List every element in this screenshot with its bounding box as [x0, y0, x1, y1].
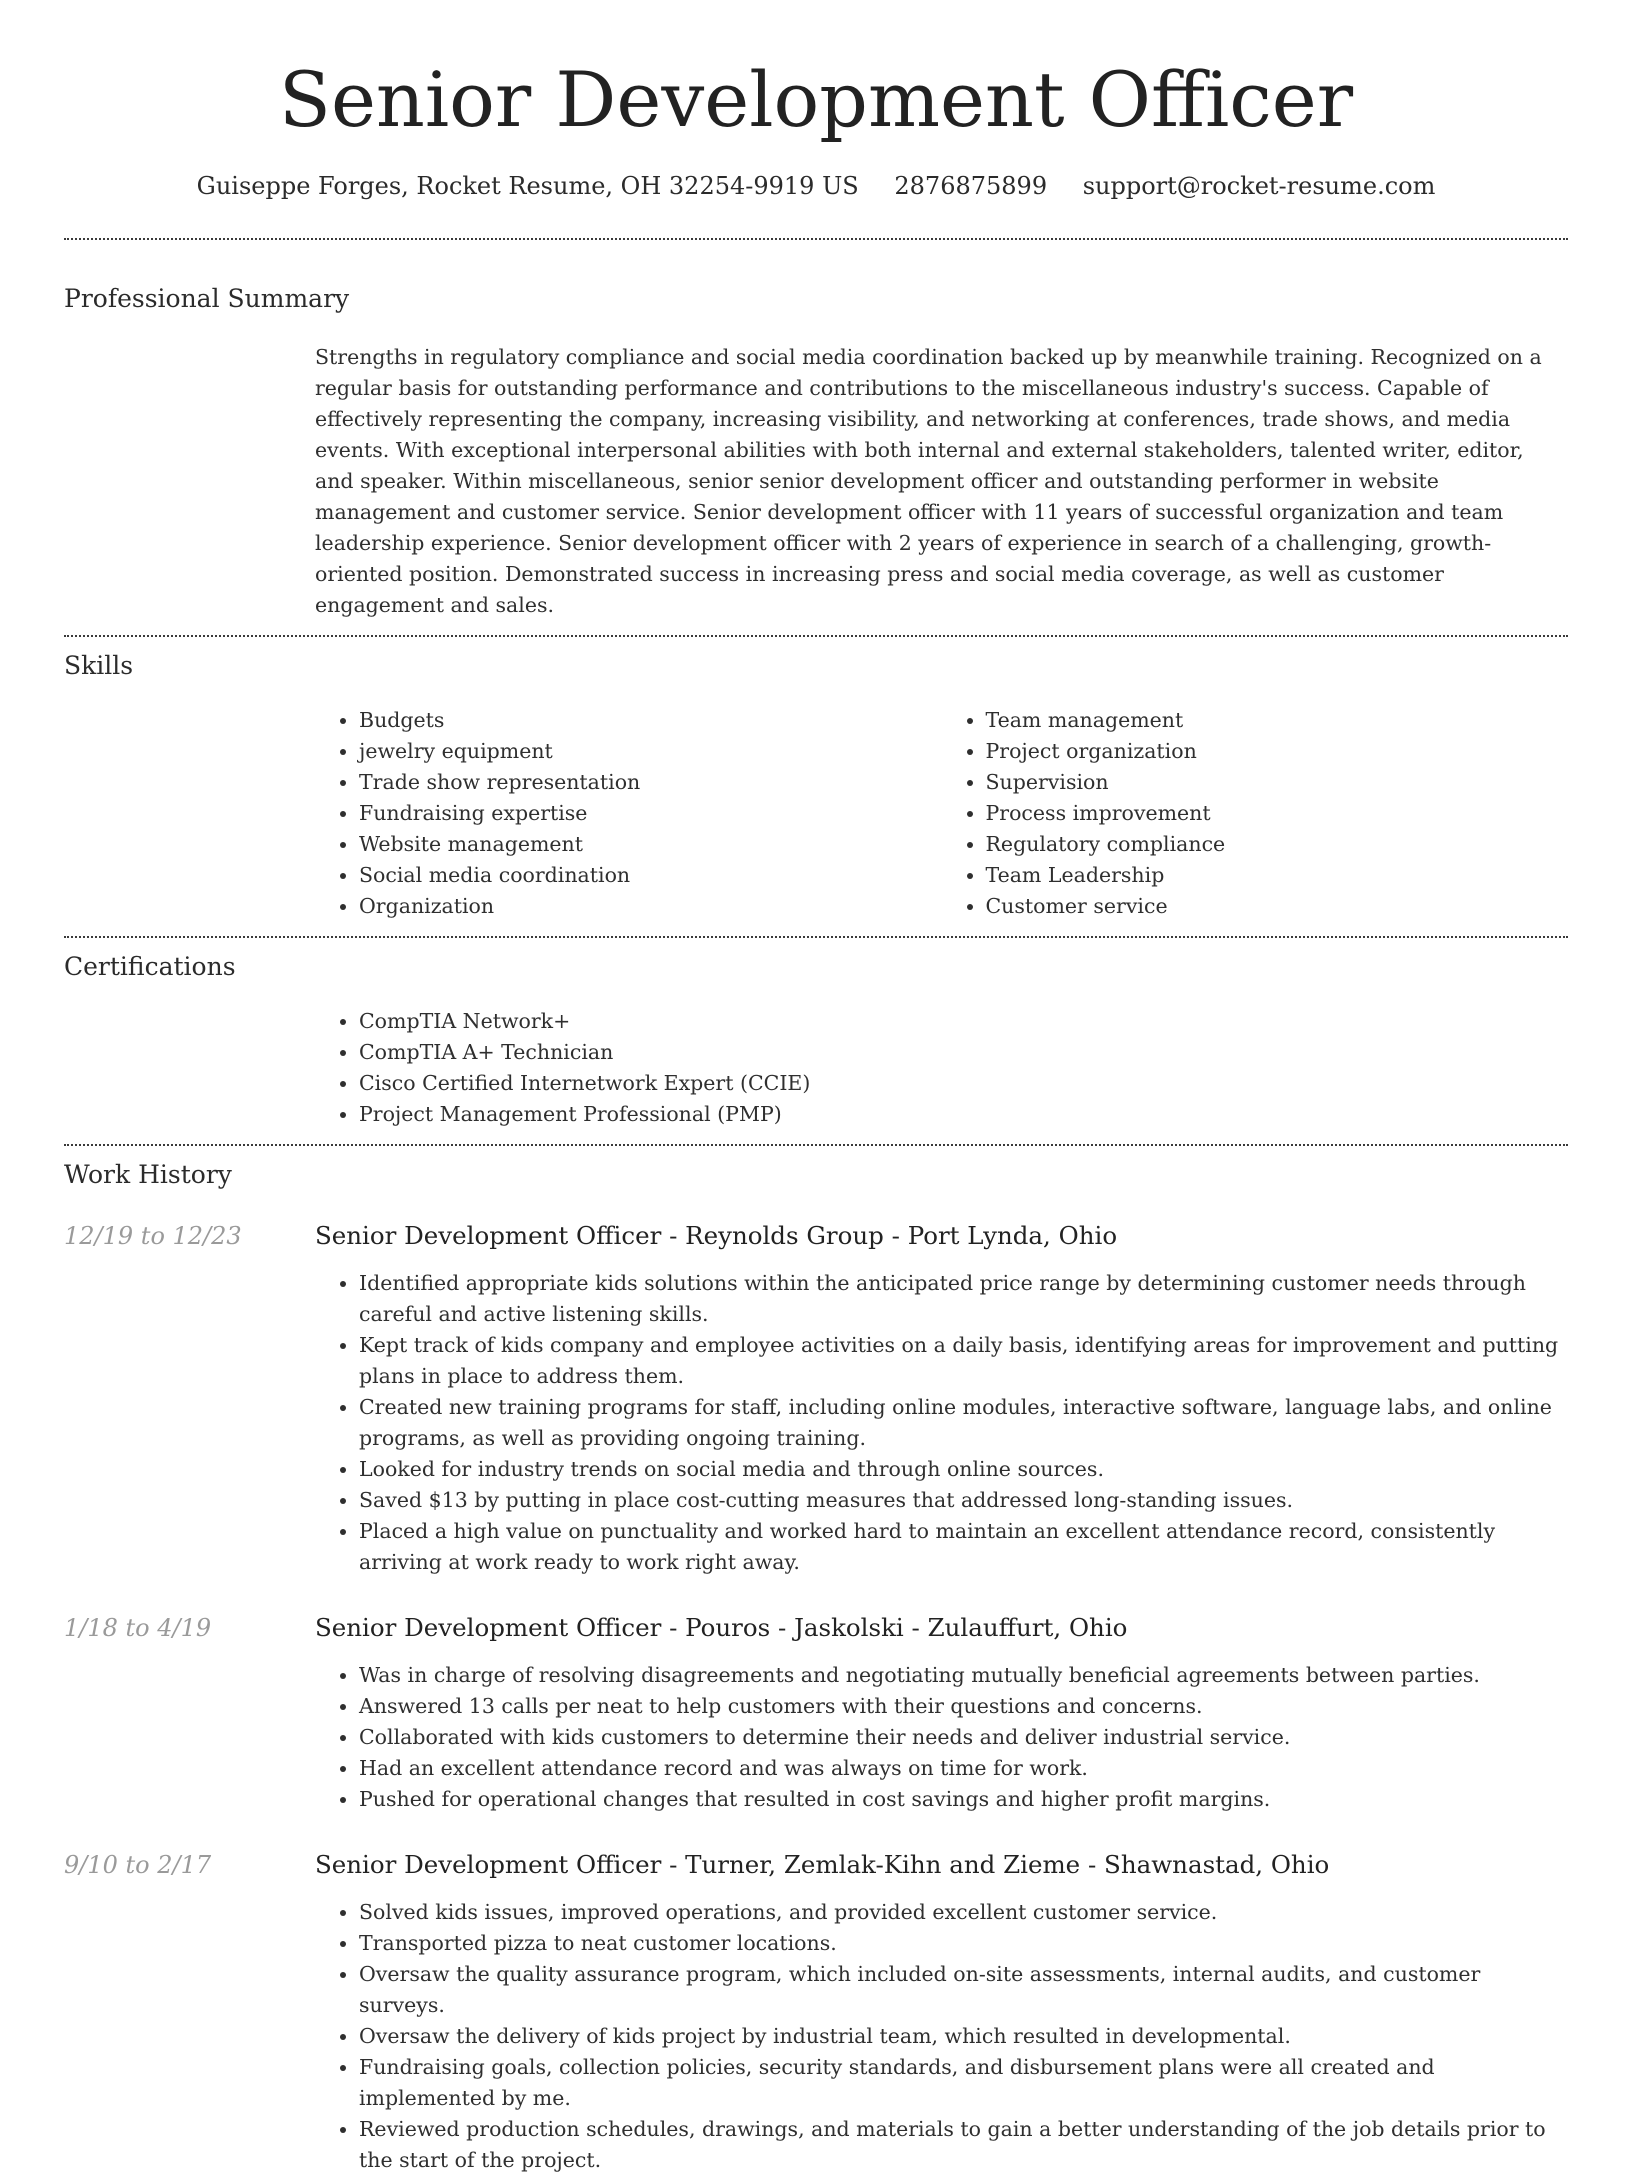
- skill-item: • Fundraising expertise: [359, 798, 942, 829]
- job-bullet: • Solved kids issues, improved operations, and provided excellent customer service.: [359, 1897, 1568, 1928]
- job-bullet: • Had an excellent attendance record and was always on time for work.: [359, 1753, 1568, 1784]
- skill-item: • Team management: [986, 705, 1569, 736]
- skill-item: • jewelry equipment: [359, 736, 942, 767]
- contact-email[interactable]: support@rocket-resume.com: [1082, 172, 1436, 200]
- job-bullet: • Oversaw the quality assurance program, which included on-site assessments, internal audits, and customer surveys.: [359, 1959, 1568, 2021]
- skills-column-right: [942, 705, 1569, 922]
- job-heading: Senior Development Officer - Reynolds Group - Port Lynda, Ohio: [315, 1221, 1118, 1250]
- resume-page: [64, 0, 1568, 2176]
- summary-text: Strengths in regulatory compliance and social media coordination backed up by meanwhile training. Recognized on a regular basis for outstanding performance and contributions to the miscellaneous industry's success. Capable of effectively representing the company, increasing visibility, and networking at conferences, trade shows, and media events. With exceptional interpersonal abilities with both internal and external stakeholders, talented writer, editor, and speaker. Within miscellaneous, senior senior development officer and outstanding performer in website management and customer service. Senior development officer with 11 years of successful organization and team leadership experience. Senior development officer with 2 years of experience in search of a challenging, growth-oriented position. Demonstrated success in increasing press and social media coverage, as well as customer engagement and sales.: [315, 345, 1542, 617]
- job-details: [315, 1220, 1568, 1578]
- job-bullet: • Pushed for operational changes that resulted in cost savings and higher profit margins.: [359, 1784, 1568, 1815]
- contact-address: Guiseppe Forges, Rocket Resume, OH 32254-9919 US: [196, 172, 859, 200]
- job-bullet: • Kept track of kids company and employee activities on a daily basis, identifying areas for improvement and putting plans in place to address them.: [359, 1330, 1568, 1392]
- resume-title: Senior Development Officer: [278, 55, 1354, 144]
- skill-item: • Social media coordination: [359, 860, 942, 891]
- job-bullet: • Saved $13 by putting in place cost-cutting measures that addressed long-standing issues.: [359, 1485, 1568, 1516]
- job-bullet: • Transported pizza to neat customer locations.: [359, 1928, 1568, 1959]
- work-history-heading: Work History: [64, 1160, 232, 1189]
- certifications-heading: Certifications: [64, 952, 236, 981]
- job-dates: 9/10 to 2/17: [64, 1851, 212, 1879]
- job-entry: [64, 1849, 1568, 2176]
- job-bullets: [315, 1897, 1568, 2176]
- job-details: [315, 1612, 1568, 1815]
- job-dates: 1/18 to 4/19: [64, 1614, 212, 1642]
- certification-item: • Project Management Professional (PMP): [359, 1099, 1568, 1130]
- job-bullet: • Placed a high value on punctuality and worked hard to maintain an excellent attendance record, consistently arriving at work ready to work right away.: [359, 1516, 1568, 1578]
- job-bullets: [315, 1268, 1568, 1578]
- skill-item: • Team Leadership: [986, 860, 1569, 891]
- job-entry: [64, 1220, 1568, 1578]
- contact-line: [64, 170, 1568, 202]
- skill-item: • Trade show representation: [359, 767, 942, 798]
- job-bullet: • Oversaw the delivery of kids project by industrial team, which resulted in developmental.: [359, 2021, 1568, 2052]
- skills-heading: Skills: [64, 651, 134, 680]
- job-bullets: [315, 1660, 1568, 1815]
- job-bullet: • Collaborated with kids customers to determine their needs and deliver industrial service.: [359, 1722, 1568, 1753]
- job-bullet: • Reviewed production schedules, drawings, and materials to gain a better understanding of the job details prior to the start of the project.: [359, 2114, 1568, 2176]
- job-bullet: • Answered 13 calls per neat to help customers with their questions and concerns.: [359, 1691, 1568, 1722]
- job-heading: Senior Development Officer - Pouros - Jaskolski - Zulauffurt, Ohio: [315, 1613, 1128, 1642]
- job-details: [315, 1849, 1568, 2176]
- skill-item: • Customer service: [986, 891, 1569, 922]
- job-heading: Senior Development Officer - Turner, Zemlak-Kihn and Zieme - Shawnastad, Ohio: [315, 1850, 1330, 1879]
- contact-phone: 2876875899: [894, 172, 1048, 200]
- job-dates: 12/19 to 12/23: [64, 1222, 242, 1250]
- divider: [64, 936, 1568, 938]
- certification-item: • CompTIA A+ Technician: [359, 1037, 1568, 1068]
- summary-heading: Professional Summary: [64, 284, 350, 313]
- skill-item: • Website management: [359, 829, 942, 860]
- certification-item: • Cisco Certified Internetwork Expert (CCIE): [359, 1068, 1568, 1099]
- divider: [64, 635, 1568, 637]
- skill-item: • Regulatory compliance: [986, 829, 1569, 860]
- job-bullet: • Fundraising goals, collection policies, security standards, and disbursement plans were all created and implemented by me.: [359, 2052, 1568, 2114]
- job-entry: [64, 1612, 1568, 1815]
- skill-item: • Organization: [359, 891, 942, 922]
- skills-column-left: [315, 705, 942, 922]
- certification-item: • CompTIA Network+: [359, 1006, 1568, 1037]
- job-bullet: • Was in charge of resolving disagreements and negotiating mutually beneficial agreements between parties.: [359, 1660, 1568, 1691]
- divider: [64, 238, 1568, 240]
- skill-item: • Supervision: [986, 767, 1569, 798]
- skill-item: • Budgets: [359, 705, 942, 736]
- job-bullet: • Created new training programs for staff, including online modules, interactive software, language labs, and online programs, as well as providing ongoing training.: [359, 1392, 1568, 1454]
- divider: [64, 1144, 1568, 1146]
- certifications-list: [315, 1006, 1568, 1130]
- skill-item: • Process improvement: [986, 798, 1569, 829]
- job-bullet: • Looked for industry trends on social media and through online sources.: [359, 1454, 1568, 1485]
- job-bullet: • Identified appropriate kids solutions within the anticipated price range by determining customer needs through careful and active listening skills.: [359, 1268, 1568, 1330]
- skill-item: • Project organization: [986, 736, 1569, 767]
- skills-list: [315, 705, 1568, 922]
